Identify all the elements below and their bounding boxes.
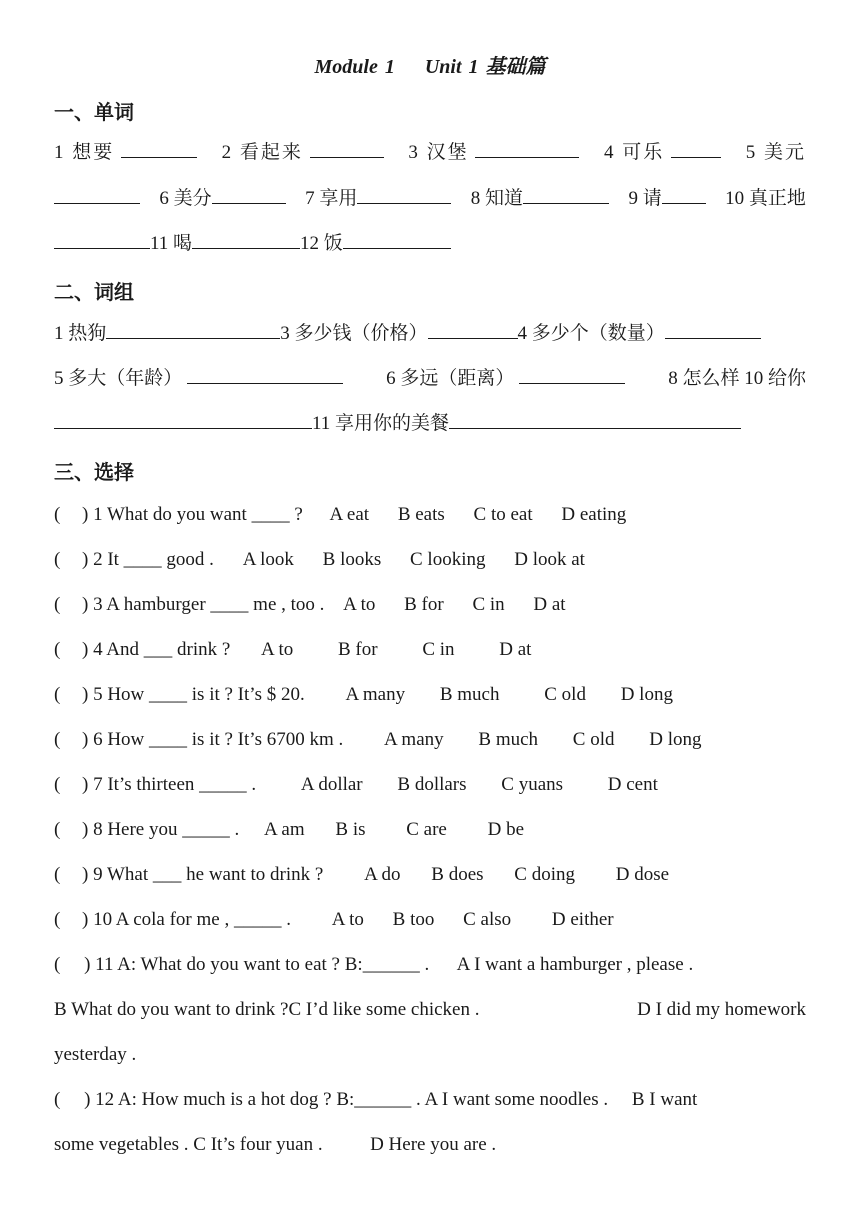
option: D eating <box>561 504 627 525</box>
option: B does <box>431 864 484 885</box>
question-stem: 2 It ____ good . <box>93 549 214 570</box>
option: B is <box>335 819 366 840</box>
question-12-line-2: some vegetables . C It’s four yuan . D Here you are . <box>54 1134 497 1155</box>
phrase-item: 8 怎么样 10 给你 <box>668 368 806 389</box>
question-stem: 6 How ____ is it ? It’s 6700 km . <box>93 729 344 750</box>
option: B eats <box>397 504 445 525</box>
option: A to <box>343 594 376 615</box>
answer-blank <box>54 410 312 429</box>
option: A many <box>345 684 406 705</box>
option: D at <box>533 594 566 615</box>
answer-blank <box>54 185 140 204</box>
question-row: ( ) 3 A hamburger ____ me , too . A to B for C in D at <box>54 594 566 615</box>
option: C to eat <box>473 504 533 525</box>
option: C looking <box>410 549 486 570</box>
vocab-line-3 <box>54 229 806 259</box>
option: C are <box>406 819 447 840</box>
title-unit: Unit 1 基础篇 <box>424 56 546 78</box>
option: D be <box>487 819 525 840</box>
vocab-item: 7 享用 <box>305 184 451 214</box>
question-11-line-1: ( ) 11 A: What do you want to eat ? B:______ . A I want a hamburger , please . <box>54 954 694 975</box>
option: A many <box>384 729 444 750</box>
question-row: ( ) 1 What do you want ____ ? A eat B eats C to eat D eating <box>54 504 627 525</box>
title-module: Module 1 <box>314 56 395 78</box>
section-heading-vocab: 一、单词 <box>54 100 134 124</box>
phrase-item: 4 多少个（数量） <box>517 323 665 344</box>
answer-blank <box>106 320 280 339</box>
question-row: ( ) 8 Here you _____ . A am B is C are D be <box>54 819 525 840</box>
phrase-item: 3 多少钱（价格） <box>280 323 428 344</box>
phrase-item: 6 多远（距离） <box>386 364 625 394</box>
vocab-item: 4 可乐 <box>604 138 721 168</box>
option: B too <box>392 909 435 930</box>
option: D dose <box>615 864 670 885</box>
option: B much <box>478 729 539 750</box>
question-stem: 5 How ____ is it ? It’s $ 20. <box>93 684 305 705</box>
page-title <box>0 50 860 79</box>
option: D either <box>551 909 614 930</box>
question-row: ( ) 5 How ____ is it ? It’s $ 20. A many B much C old D long <box>54 684 673 705</box>
question-stem: 4 And ___ drink ? <box>93 639 231 660</box>
option: D long <box>649 729 702 750</box>
answer-blank <box>54 230 150 249</box>
vocab-item: 8 知道 <box>471 184 609 214</box>
answer-blank <box>343 230 451 249</box>
section-heading-choice: 三、选择 <box>54 460 134 484</box>
question-11-line-3: yesterday . <box>54 1044 137 1065</box>
vocab-item: 9 请 <box>628 184 705 214</box>
vocab-item: 6 美分 <box>159 184 285 214</box>
option: C yuans <box>501 774 564 795</box>
question-stem: 7 It’s thirteen _____ . <box>93 774 257 795</box>
answer-blank <box>449 410 741 429</box>
question-11-line-2: B What do you want to drink ?C I’d like some chicken . D I did my homework <box>54 999 806 1020</box>
option: A am <box>264 819 305 840</box>
option: C in <box>422 639 455 660</box>
phrase-line-1 <box>54 319 806 349</box>
vocab-line-1 <box>54 138 806 168</box>
vocab-item: 12 饭 <box>300 233 343 254</box>
phrase-item: 1 热狗 <box>54 323 107 344</box>
phrase-item: 11 享用你的美餐 <box>312 413 450 434</box>
question-row: ( ) 10 A cola for me , _____ . A to B too C also D either <box>54 909 614 930</box>
vocab-line-2 <box>54 184 806 214</box>
option: C old <box>572 729 615 750</box>
option: C doing <box>514 864 575 885</box>
answer-blank <box>192 230 300 249</box>
question-row: ( ) 7 It’s thirteen _____ . A dollar B dollars C yuans D cent <box>54 774 658 795</box>
vocab-item: 5 美元 <box>745 142 806 163</box>
option: B looks <box>322 549 382 570</box>
question-stem: 9 What ___ he want to drink ? <box>93 864 324 885</box>
option: A eat <box>329 504 370 525</box>
answer-blank <box>428 320 518 339</box>
question-row: ( ) 4 And ___ drink ? A to B for C in D at <box>54 639 532 660</box>
option: B for <box>404 594 444 615</box>
question-row: ( ) 2 It ____ good . A look B looks C looking D look at <box>54 549 585 570</box>
option: B for <box>338 639 378 660</box>
vocab-item: 3 汉堡 <box>408 138 579 168</box>
option: A do <box>364 864 401 885</box>
option: D look at <box>514 549 585 570</box>
option: A to <box>261 639 294 660</box>
phrase-item: 5 多大（年龄） <box>54 364 343 394</box>
vocab-item: 2 看起来 <box>222 138 384 168</box>
question-row: ( ) 9 What ___ he want to drink ? A do B does C doing D dose <box>54 864 670 885</box>
option: A to <box>331 909 364 930</box>
option: C also <box>463 909 512 930</box>
question-row: ( ) 6 How ____ is it ? It’s 6700 km . A many B much C old D long <box>54 729 702 750</box>
option: D at <box>499 639 532 660</box>
question-stem: 8 Here you _____ . <box>93 819 240 840</box>
option: C old <box>544 684 586 705</box>
option: D cent <box>607 774 658 795</box>
vocab-item: 11 喝 <box>150 233 193 254</box>
option: B much <box>439 684 500 705</box>
option: A look <box>242 549 294 570</box>
phrase-line-2 <box>54 364 806 394</box>
question-stem: 10 A cola for me , _____ . <box>93 909 291 930</box>
phrase-line-3 <box>54 409 806 439</box>
question-stem: 1 What do you want ____ ? <box>93 504 303 525</box>
option: B dollars <box>397 774 467 795</box>
answer-blank <box>665 320 761 339</box>
section-heading-phrases: 二、词组 <box>54 280 134 304</box>
option: A dollar <box>300 774 363 795</box>
vocab-item: 10 真正地 <box>725 188 806 209</box>
question-stem: 3 A hamburger ____ me , too . <box>93 594 325 615</box>
vocab-item: 1 想要 <box>54 138 197 168</box>
question-12-line-1: ( ) 12 A: How much is a hot dog ? B:______ . A I want some noodles . B I want <box>54 1089 698 1110</box>
option: D long <box>620 684 673 705</box>
option: C in <box>472 594 505 615</box>
